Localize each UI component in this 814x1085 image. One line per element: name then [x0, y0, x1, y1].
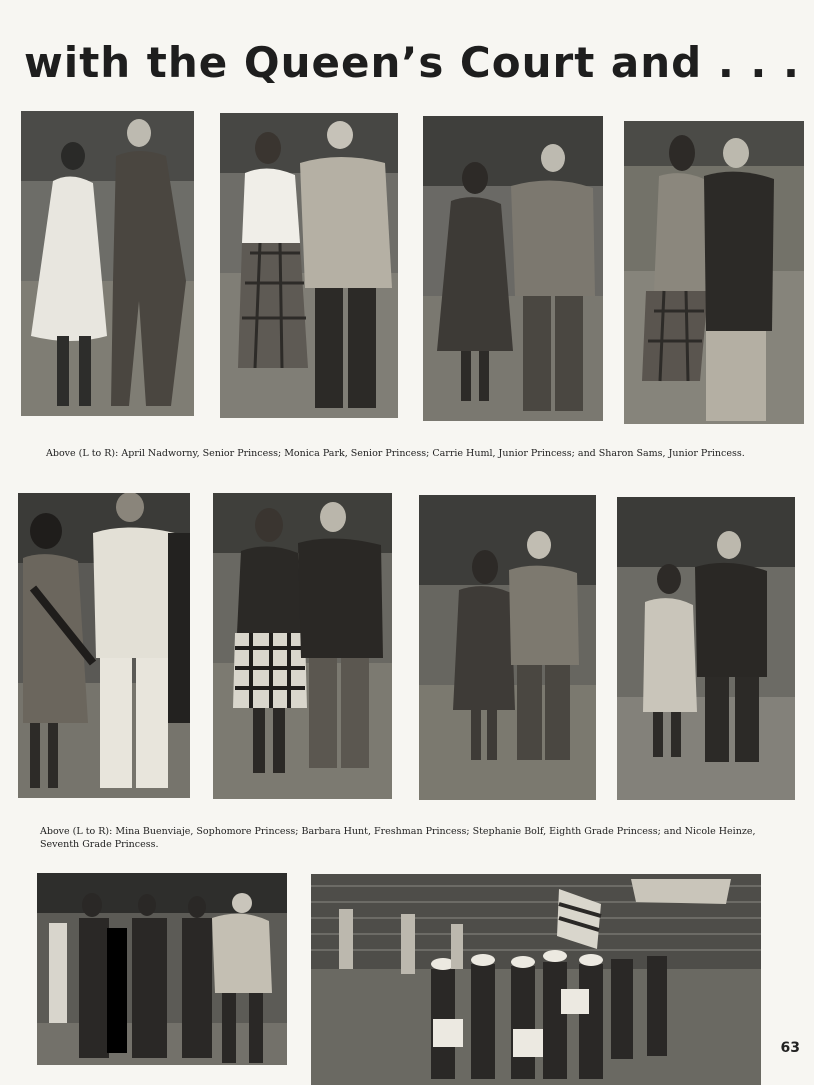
photo-stephanie-bolf	[419, 495, 596, 800]
photo-april-nadworny	[21, 111, 194, 416]
photo-marching-band	[311, 874, 761, 1085]
caption-top: Above (L to R): April Nadworny, Senior Princess; Monica Park, Senior Princess; Carrie Huml, Junior Princess; and Sharon Sams, Junior Princess.	[46, 448, 745, 459]
photo-crowd-court	[37, 873, 287, 1065]
photo-sharon-sams	[624, 121, 804, 424]
page-heading: with the Queen’s Court and . . .	[24, 38, 800, 87]
page-number: 63	[780, 1040, 800, 1056]
photo-barbara-hunt	[213, 493, 392, 799]
photo-nicole-heinze	[617, 497, 795, 800]
photo-carrie-huml	[423, 116, 603, 421]
photo-mina-buenviaje	[18, 493, 190, 798]
photo-monica-park	[220, 113, 398, 418]
caption-middle: Above (L to R): Mina Buenviaje, Sophomore Princess; Barbara Hunt, Freshman Princess; Stephanie Bolf, Eighth Grade Princess; and Nicole Heinze, Seventh Grade Princess.	[40, 826, 756, 850]
